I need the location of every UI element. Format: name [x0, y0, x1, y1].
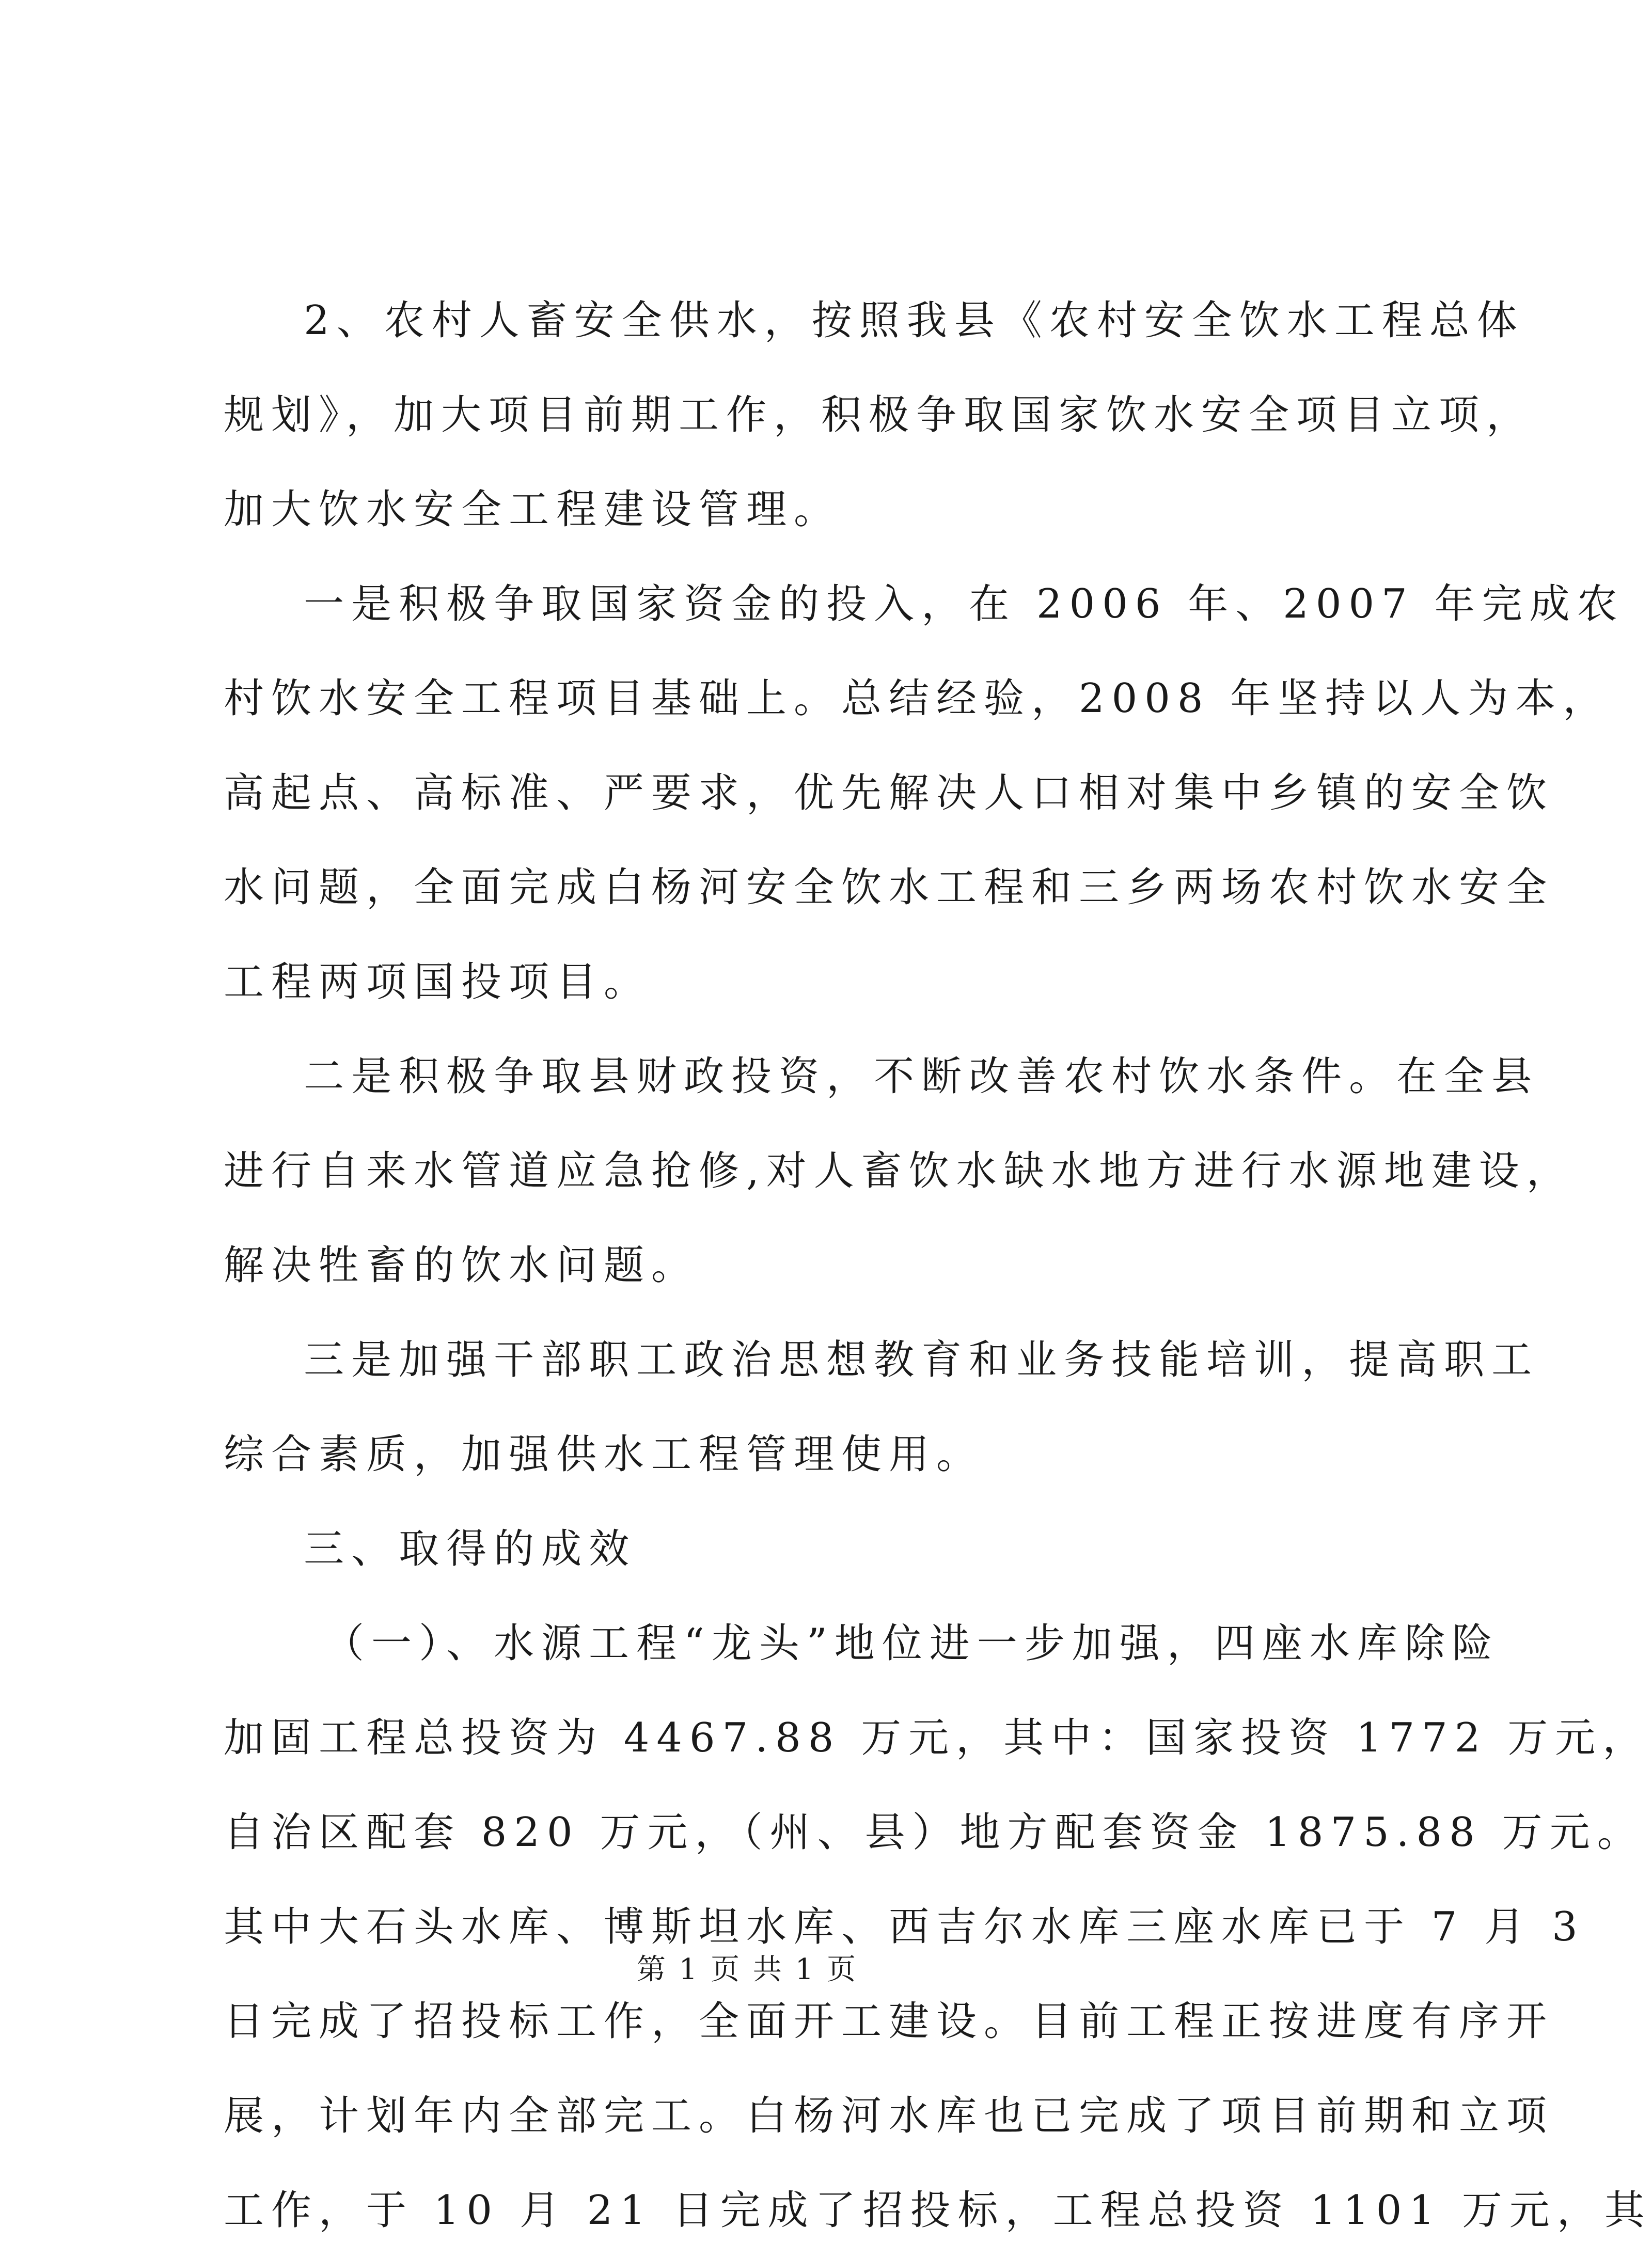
- text-line: 展，计划年内全部完工。白杨河水库也已完成了项目前期和立项: [224, 2093, 1554, 2139]
- text-line: 加大饮水安全工程建设管理。: [224, 486, 842, 533]
- text-line: （一）、水源工程“龙头”地位进一步加强，四座水库除险: [224, 1620, 1500, 1667]
- text-line: 自治区配套 820 万元，（州、县）地方配套资金 1875.88 万元。: [224, 1809, 1645, 1856]
- text-line: 加固工程总投资为 4467.88 万元，其中：国家投资 1772 万元，: [224, 1715, 1650, 1761]
- text-line: 工程两项国投项目。: [224, 959, 652, 1005]
- text-line: 日完成了招投标工作，全面开工建设。目前工程正按进度有序开: [224, 1998, 1554, 2045]
- text-line: 综合素质，加强供水工程管理使用。: [224, 1431, 984, 1478]
- text-line: 三是加强干部职工政治思想教育和业务技能培训，提高职工: [224, 1337, 1539, 1383]
- text-line: 规划》，加大项目前期工作，积极争取国家饮水安全项目立项，: [224, 392, 1534, 438]
- text-line: 解决牲畜的饮水问题。: [224, 1242, 699, 1289]
- text-line: 一是积极争取国家资金的投入，在 2006 年、2007 年完成农: [224, 581, 1625, 627]
- text-line: 二是积极争取县财政投资，不断改善农村饮水条件。在全县: [224, 1053, 1539, 1100]
- text-line: 三、取得的成效: [224, 1526, 637, 1572]
- text-line: 工作，于 10 月 21 日完成了招投标，工程总投资 1101 万元，其: [224, 2187, 1652, 2234]
- text-line: 水问题，全面完成白杨河安全饮水工程和三乡两场农村饮水安全: [224, 864, 1554, 911]
- page-footer: 第 1 页 共 1 页: [636, 1953, 858, 1986]
- text-line: 2、农村人畜安全供水，按照我县《农村安全饮水工程总体: [224, 297, 1524, 344]
- text-line: 其中大石头水库、博斯坦水库、西吉尔水库三座水库已于 7 月 3: [224, 1904, 1585, 1950]
- text-line: 进行自来水管道应急抢修,对人畜饮水缺水地方进行水源地建设，: [224, 1148, 1574, 1194]
- text-line: 村饮水安全工程项目基础上。总结经验，2008 年坚持以人为本，: [224, 675, 1611, 722]
- text-line: 高起点、高标准、严要求，优先解决人口相对集中乡镇的安全饮: [224, 770, 1554, 816]
